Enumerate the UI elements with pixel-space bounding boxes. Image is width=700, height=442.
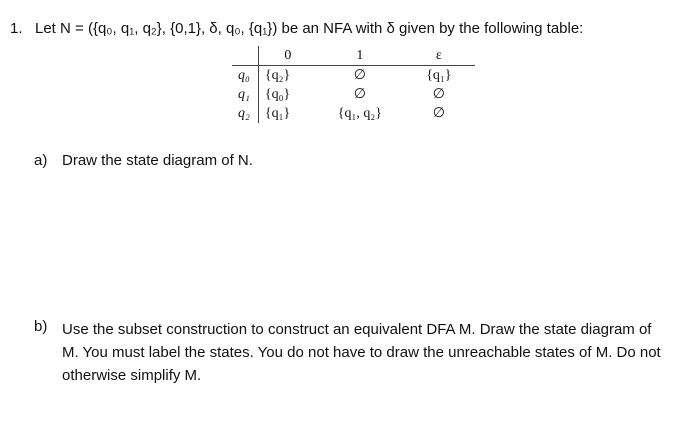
cell: {q₁, q₂} <box>337 105 382 121</box>
part-a-label: a) <box>34 152 48 169</box>
question-statement: Let N = ({q₀, q₁, q₂}, {0,1}, δ, q₀, {q₁}) be an NFA with δ given by the following table: <box>35 20 584 37</box>
cell: ∅ <box>432 106 445 121</box>
part-b-label: b) <box>34 318 48 335</box>
part-a-text: Draw the state diagram of N. <box>62 152 253 169</box>
cell: ∅ <box>353 87 366 102</box>
row-state-q2: q₂ <box>232 104 258 123</box>
table-header-row <box>232 46 475 66</box>
row-state-q1: q₁ <box>232 85 258 104</box>
cell: {q₁} <box>426 67 452 83</box>
cell: {q₂} <box>264 67 291 83</box>
cell: ∅ <box>432 87 445 102</box>
table-row <box>232 66 475 86</box>
cell: {q₀} <box>264 86 291 102</box>
cell: {q₁} <box>264 105 291 121</box>
cell: ∅ <box>353 68 366 83</box>
table-row <box>232 85 475 104</box>
column-header-epsilon: ε <box>403 46 475 66</box>
column-header-1: 1 <box>317 46 403 66</box>
row-state-q0: q₀ <box>232 66 258 86</box>
table-row <box>232 104 475 123</box>
question-number: 1. <box>10 20 23 37</box>
column-header-0: 0 <box>258 46 317 66</box>
table-corner <box>232 46 258 66</box>
transition-table <box>232 46 475 123</box>
part-b-text: Use the subset construction to construct an equivalent DFA M. Draw the state diagram of M. You must label the states. You do not have to draw the unreachable states of M. Do not otherwise simplify M. <box>62 321 661 384</box>
